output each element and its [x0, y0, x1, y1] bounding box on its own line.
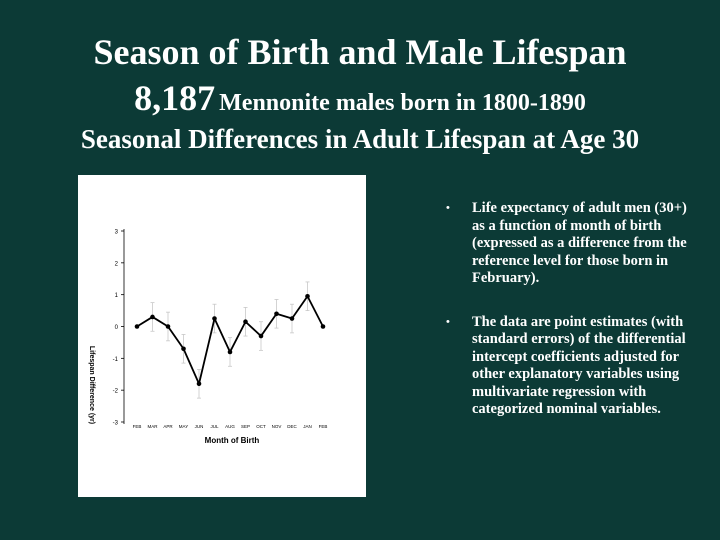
y-tick-label: 2	[114, 261, 118, 268]
data-point	[166, 324, 171, 329]
x-tick-label: NOV	[271, 424, 282, 429]
y-tick-label: -3	[112, 420, 118, 427]
data-point	[212, 316, 217, 321]
y-tick-label: 3	[114, 229, 118, 236]
x-tick-label: MAR	[147, 424, 158, 429]
data-point	[259, 334, 264, 339]
bullet-text: The data are point estimates (with standard errors) of the differential intercept coefficients adjusted for other explanatory variables using multivariate regression with categorized nominal variables.	[472, 313, 686, 417]
slide-subtitle	[0, 78, 720, 126]
x-tick-label: FEB	[132, 424, 142, 429]
error-bars	[151, 282, 310, 398]
bullet-marker: •	[446, 202, 450, 214]
x-tick-label: DEC	[287, 424, 297, 429]
x-tick-label: JAN	[303, 424, 312, 429]
bullet-item	[440, 314, 702, 419]
x-axis-label: Month of Birth	[204, 436, 260, 445]
data-point	[321, 324, 326, 329]
data-point	[135, 324, 140, 329]
data-point	[305, 294, 310, 299]
data-point	[290, 316, 295, 321]
data-point	[243, 319, 248, 324]
y-tick-label: -1	[112, 356, 118, 363]
y-tick-label: 0	[114, 325, 118, 331]
y-tick-label: -2	[112, 388, 118, 395]
bullet-list	[440, 200, 702, 419]
y-axis-label: Lifespan Difference (yr)	[88, 345, 95, 425]
bullet-marker: •	[446, 315, 450, 328]
x-tick-label: AUG	[225, 424, 235, 429]
x-tick-label: SEP	[240, 424, 251, 429]
x-tick-label: OCT	[256, 424, 266, 429]
data-point	[274, 311, 279, 316]
data-point	[228, 350, 233, 355]
data-point	[150, 315, 155, 320]
sample-description: Mennonite males born in 1800-1890	[219, 90, 586, 116]
lifespan-chart-svg	[78, 175, 366, 497]
bullet-text: Life expectancy of adult men (30+) as a function of month of birth (expressed as a difference from the reference level for those born in February).	[472, 200, 687, 286]
lifespan-chart	[78, 175, 366, 497]
slide-title: Season of Birth and Male Lifespan	[93, 32, 627, 72]
y-tick-label: 1	[114, 293, 118, 300]
sample-size: 8,187	[134, 78, 216, 118]
data-point	[181, 346, 186, 351]
x-tick-label: APR	[163, 424, 173, 429]
x-tick-label: JUL	[210, 424, 219, 429]
data-point	[197, 382, 202, 387]
slide-heading: Seasonal Differences in Adult Lifespan at Age 30	[80, 124, 640, 154]
x-tick-label: JUN	[194, 424, 204, 429]
x-tick-label: FEB	[318, 424, 328, 429]
bullet-item	[440, 200, 702, 288]
x-tick-label: MAY	[178, 424, 189, 429]
